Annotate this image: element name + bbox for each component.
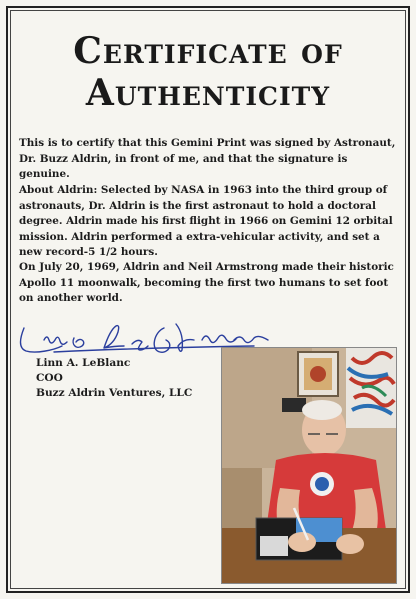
signer-name: Linn A. LeBlanc bbox=[36, 357, 131, 369]
apollo-paragraph: On July 20, 1969, Aldrin and Neil Armstrong made their historic Apollo 11 moonwalk, becoming the first two humans to set foot on another world. bbox=[19, 261, 394, 304]
signer-title: COO bbox=[36, 372, 63, 384]
signer-company: Buzz Aldrin Ventures, LLC bbox=[36, 387, 193, 399]
title-line-2: Authenticity bbox=[85, 72, 331, 114]
signing-photo bbox=[221, 347, 397, 584]
about-aldrin-paragraph: About Aldrin: Selected by NASA in 1963 into the third group of astronauts, Dr. Aldrin is the first astronaut to hold a doctoral degree. Aldrin made his first flight in 1966 on Gemini 12 orbital mission. Aldrin performed a extra-vehicular activity, and set a new record-5 1/2 hours. bbox=[19, 184, 393, 258]
certification-paragraph: This is to certify that this Gemini Print was signed by Astronaut, Dr. Buzz Aldrin, in front of me, and that the signature is genuine. bbox=[19, 137, 396, 180]
title-line-1: Certificate of bbox=[73, 30, 343, 72]
